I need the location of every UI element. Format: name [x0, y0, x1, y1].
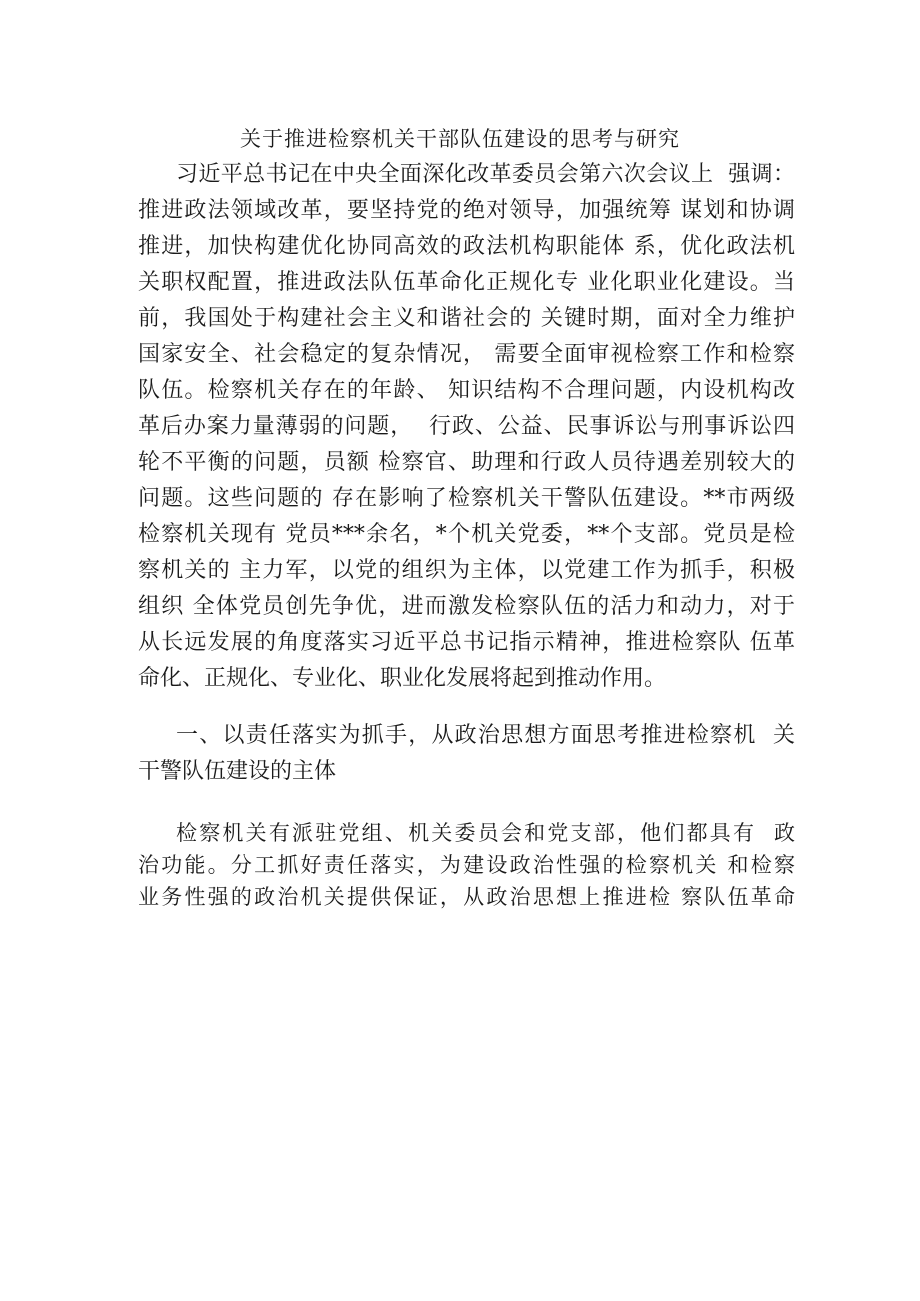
paragraph-line: 革后办案力量薄弱的问题， 行政、公益、民事诉讼与刑事诉讼四 [138, 414, 795, 439]
paragraph-line: 轮不平衡的问题，员额 检察官、助理和行政人员待遇差别较大的 [138, 450, 795, 475]
paragraph-line: 推进，加快构建优化协同高效的政法机构职能体 系，优化政法机 [138, 234, 795, 259]
paragraph-line: 从长远发展的角度落实习近平总书记指示精神，推进检察队 伍革 [138, 630, 795, 655]
paragraph-line: 命化、正规化、专业化、职业化发展将起到推动作用。 [138, 666, 667, 691]
section-heading-line: 一、以责任落实为抓手，从政治思想方面思考推进检察机 关 [176, 723, 795, 748]
paragraph-line: 队伍。检察机关存在的年龄、 知识结构不合理问题，内设机构改 [138, 378, 795, 403]
paragraph-line: 检察机关现有 党员***余名，*个机关党委，**个支部。党员是检 [138, 522, 795, 547]
paragraph-line: 治功能。分工抓好责任落实，为建设政治性强的检察机关 和检察 [138, 853, 795, 877]
paragraph-line: 前，我国处于构建社会主义和谐社会的 关键时期，面对全力维护 [138, 306, 795, 331]
paragraph-line: 习近平总书记在中央全面深化改革委员会第六次会议上 强调： [176, 162, 795, 187]
paragraph-line: 组织 全体党员创先争优，进而激发检察队伍的活力和动力，对于 [138, 594, 795, 619]
section-heading-line: 干警队伍建设的主体 [138, 759, 337, 784]
paragraph-line: 检察机关有派驻党组、机关委员会和党支部，他们都具有 政 [176, 821, 795, 845]
paragraph-line: 推进政法领域改革，要坚持党的绝对领导，加强统筹 谋划和协调 [138, 198, 795, 223]
paragraph-line: 察机关的 主力军，以党的组织为主体，以党建工作为抓手，积极 [138, 558, 795, 583]
paragraph-line: 国家安全、社会稳定的复杂情况， 需要全面审视检察工作和检察 [138, 342, 795, 367]
paragraph-line: 关职权配置，推进政法队伍革命化正规化专 业化职业化建设。当 [138, 270, 795, 295]
paragraph-line: 业务性强的政治机关提供保证，从政治思想上推进检 察队伍革命 [138, 885, 795, 909]
document-title: 关于推进检察机关干部队伍建设的思考与研究 [240, 127, 680, 151]
paragraph-line: 问题。这些问题的 存在影响了检察机关干警队伍建设。**市两级 [138, 486, 795, 511]
